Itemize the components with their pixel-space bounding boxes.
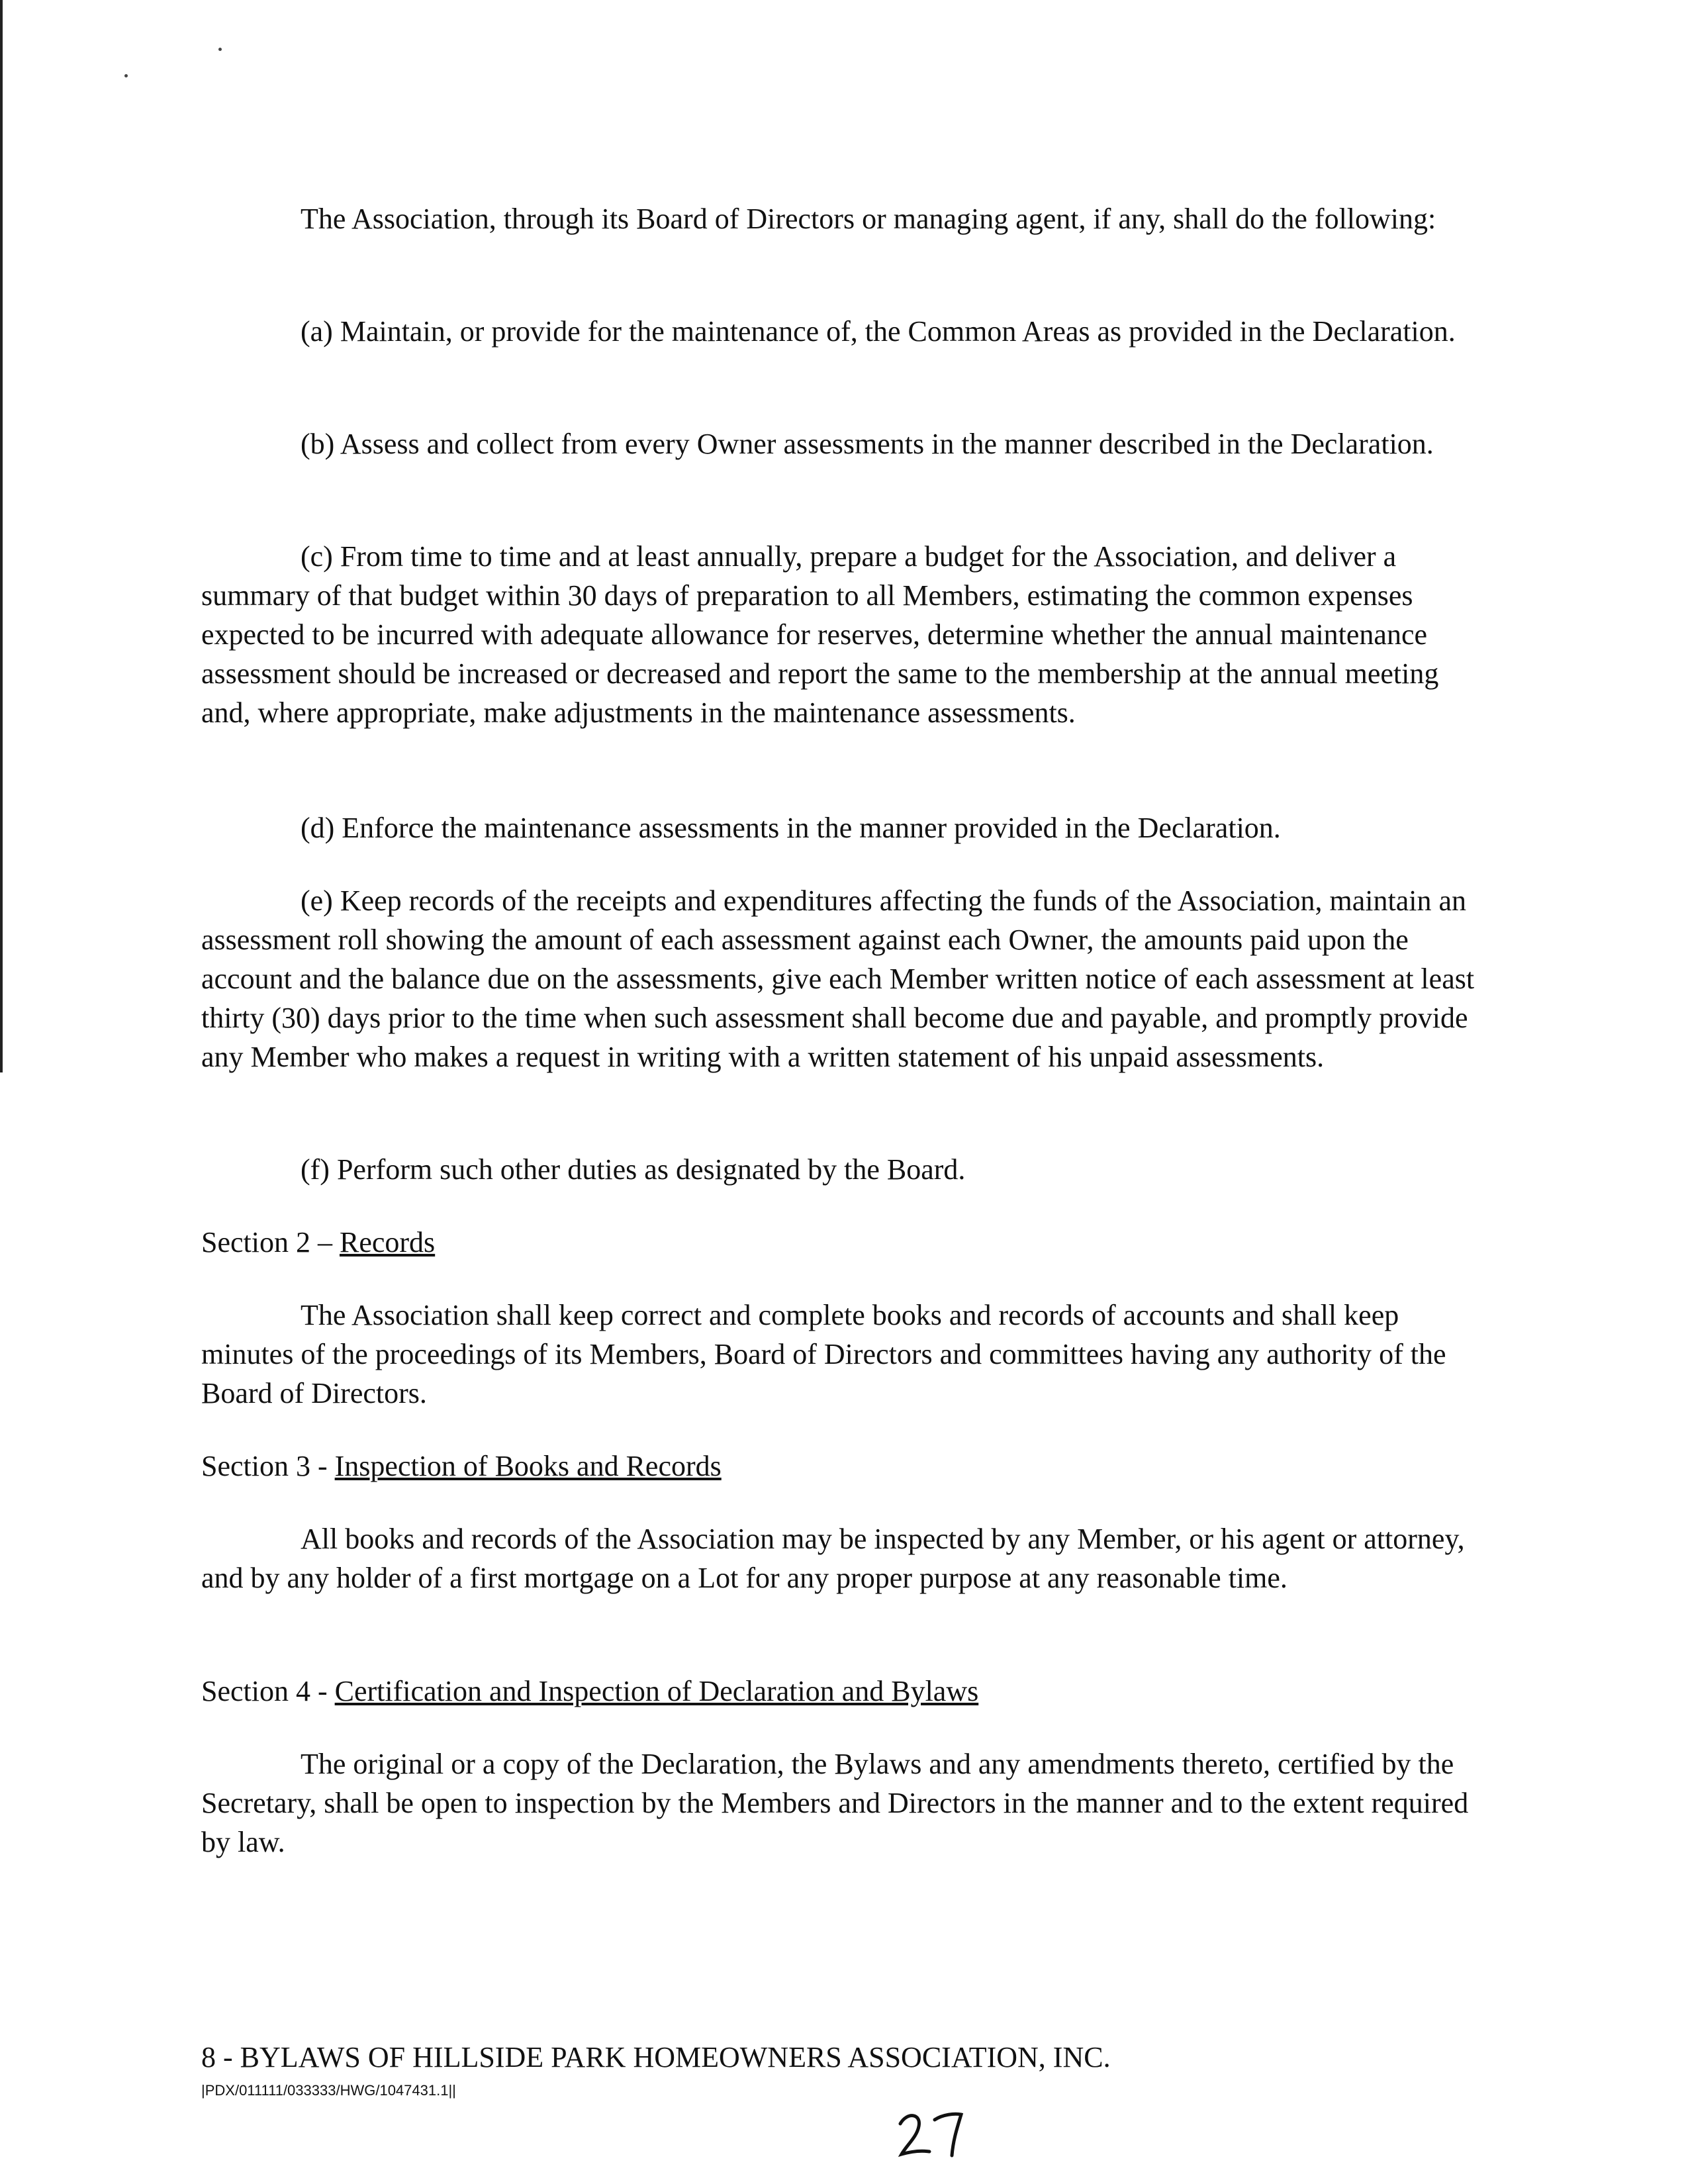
scan-speck xyxy=(124,74,128,77)
intro-paragraph: The Association, through its Board of Directors or managing agent, if any, shall do the following: xyxy=(301,203,1436,235)
section-2-text: The Association shall keep correct and complete books and records of accounts and shall keep minutes of the proceedings of its Members, Board of Directors and committees having any authority of the Board of Directors. xyxy=(201,1299,1446,1409)
section-4-heading xyxy=(201,1672,1492,1711)
document-id: |PDX/011111/033333/HWG/1047431.1|| xyxy=(201,2082,456,2099)
section-2-label: Section 2 – xyxy=(201,1226,340,1258)
handwritten-page-number xyxy=(895,2105,968,2165)
item-e: (e) Keep records of the receipts and expenditures affecting the funds of the Association, maintain an assessment roll showing the amount of each assessment against each Owner, the amounts paid upon the account and the balance due on the assessments, give each Member written notice of each assessment at least thirty (30) days prior to the time when such assessment shall become due and payable, and promptly provide any Member who makes a request in writing with a written statement of his unpaid assessments. xyxy=(201,884,1475,1073)
section-4-label: Section 4 - xyxy=(201,1675,335,1707)
section-4-text: The original or a copy of the Declaration, the Bylaws and any amendments thereto, certified by the Secretary, shall be open to inspection by the Members and Directors in the manner and to the extent required by law. xyxy=(201,1748,1469,1858)
section-3-heading xyxy=(201,1447,1492,1486)
item-b: (b) Assess and collect from every Owner assessments in the manner described in the Declaration. xyxy=(301,428,1434,460)
section-3-title: Inspection of Books and Records xyxy=(334,1450,722,1482)
item-a: (a) Maintain, or provide for the maintenance of, the Common Areas as provided in the Declaration. xyxy=(301,315,1456,348)
scan-edge xyxy=(0,0,3,1072)
section-3-text: All books and records of the Association may be inspected by any Member, or his agent or attorney, and by any holder of a first mortgage on a Lot for any proper purpose at any reasonable time. xyxy=(201,1523,1465,1594)
section-4-title: Certification and Inspection of Declaration and Bylaws xyxy=(334,1675,979,1707)
section-2-title: Records xyxy=(339,1226,436,1258)
footer-title: 8 - BYLAWS OF HILLSIDE PARK HOMEOWNERS ASSOCIATION, INC. xyxy=(201,2041,1111,2073)
item-c: (c) From time to time and at least annually, prepare a budget for the Association, and deliver a summary of that budget within 30 days of preparation to all Members, estimating the common expenses expected to be incurred with adequate allowance for reserves, determine whether the annual maintenance assessment should be increased or decreased and report the same to the membership at the annual meeting and, where appropriate, make adjustments in the maintenance assessments. xyxy=(201,540,1439,729)
scan-speck xyxy=(218,48,222,51)
item-d: (d) Enforce the maintenance assessments in the manner provided in the Declaration. xyxy=(301,812,1281,844)
section-2-heading xyxy=(201,1223,1492,1262)
item-f: (f) Perform such other duties as designated by the Board. xyxy=(301,1153,966,1186)
section-3-label: Section 3 - xyxy=(201,1450,335,1482)
